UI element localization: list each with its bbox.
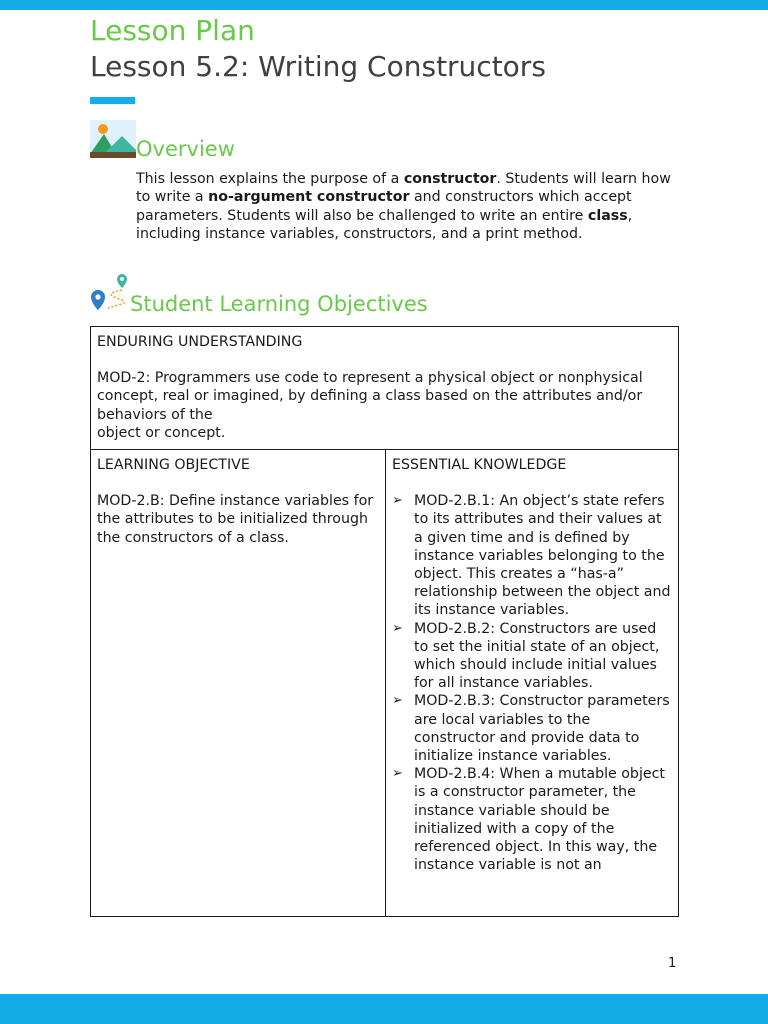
document-kicker: Lesson Plan <box>90 14 255 47</box>
list-item: ➢ MOD-2.B.4: When a mutable object is a constructor parameter, the instance variable should be initialized with a copy of the referenced object. In this way, the instance variable is not an <box>392 766 665 874</box>
objectives-table <box>90 326 679 917</box>
learning-objective-cell <box>91 450 386 917</box>
overview-paragraph: This lesson explains the purpose of a constructor. Students will learn how to write a no-argument constructor and constructors which accept parameters. Students will also be challenged to write an entire class, including instance variables, constructors, and a print method. <box>136 171 671 242</box>
title-accent-rule <box>90 97 135 104</box>
list-item: ➢ MOD-2.B.1: An object’s state refers to its attributes and their values at a given time and is defined by instance variables belonging to the object. This creates a “has-a” relationship between the object and its instance variables. <box>392 493 671 619</box>
essential-knowledge-header: ESSENTIAL KNOWLEDGE <box>392 457 567 473</box>
enduring-understanding-header: ENDURING UNDERSTANDING <box>97 334 303 350</box>
top-accent-bar <box>0 0 768 10</box>
objectives-heading: Student Learning Objectives <box>130 292 428 316</box>
arrow-bullet-icon: ➢ <box>392 766 403 782</box>
landscape-image-icon <box>90 120 136 158</box>
learning-objective-header: LEARNING OBJECTIVE <box>97 457 250 473</box>
list-item: ➢ MOD-2.B.3: Constructor parameters are local variables to the constructor and provide data to initialize instance variables. <box>392 693 670 765</box>
page-number: 1 <box>668 956 677 971</box>
arrow-bullet-icon: ➢ <box>392 620 403 636</box>
list-item: ➢ MOD-2.B.2: Constructors are used to set the initial state of an object, which should include initial values for all instance variables. <box>392 620 660 692</box>
map-route-pins-icon <box>88 272 130 314</box>
enduring-understanding-text: MOD-2: Programmers use code to represent a physical object or nonphysical concept, real or imagined, by defining a class based on the attributes and/or behaviors of the object or concept. <box>97 370 643 441</box>
learning-objective-text: MOD-2.B: Define instance variables for the attributes to be initialized through the constructors of a class. <box>97 493 374 546</box>
overview-heading: Overview <box>136 137 235 161</box>
arrow-bullet-icon: ➢ <box>392 493 403 509</box>
enduring-understanding-cell <box>91 327 679 450</box>
page-title: Lesson 5.2: Writing Constructors <box>90 50 546 83</box>
bottom-accent-bar <box>0 994 768 1024</box>
essential-knowledge-cell <box>386 450 679 917</box>
essential-knowledge-list <box>392 492 672 874</box>
arrow-bullet-icon: ➢ <box>392 693 403 709</box>
